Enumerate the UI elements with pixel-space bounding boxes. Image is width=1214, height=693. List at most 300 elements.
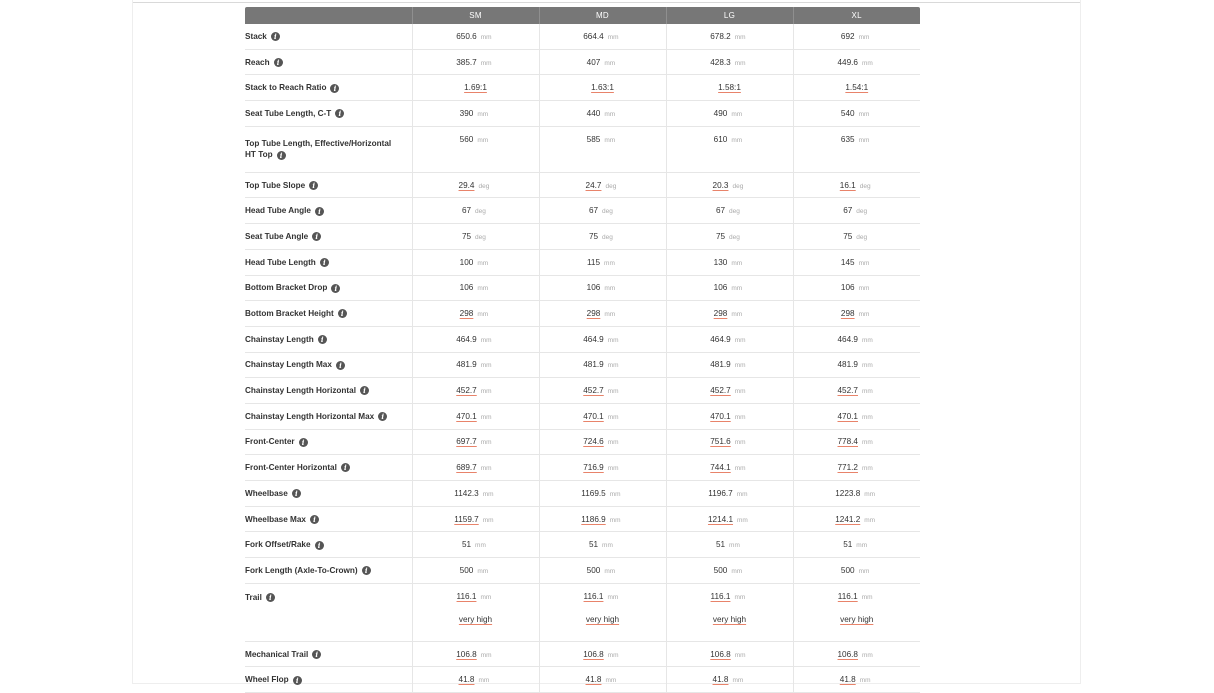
measurement-value: 464.9	[456, 334, 477, 344]
table-row	[245, 101, 920, 127]
measurement-value[interactable]: 41.8	[712, 675, 729, 685]
size-header-lg[interactable]: LG	[666, 7, 793, 24]
value-cell-lg	[666, 275, 793, 301]
unit-label: mm	[737, 516, 748, 524]
row-label-cell	[245, 24, 412, 49]
unit-label: mm	[607, 413, 619, 421]
measurement-value: 75	[461, 231, 472, 241]
unit-label: mm	[862, 59, 873, 67]
value-cell-sm	[412, 403, 539, 429]
measurement-value: 428.3	[710, 57, 731, 67]
info-icon[interactable]: i	[315, 541, 324, 550]
measurement-value[interactable]: 751.6	[710, 437, 731, 447]
value-cell-lg	[666, 506, 793, 532]
unit-label: mm	[734, 593, 746, 601]
measurement-value: 585	[586, 134, 601, 144]
row-label: Trail	[245, 592, 262, 602]
row-label-cell	[245, 126, 412, 172]
row-label: Front-Center	[245, 437, 295, 447]
measurement-value[interactable]: 298	[840, 309, 855, 319]
unit-label: mm	[604, 59, 616, 67]
unit-label: mm	[858, 259, 870, 267]
info-icon[interactable]: i	[312, 650, 321, 659]
row-label: Front-Center Horizontal	[245, 463, 337, 473]
row-label: Head Tube Length	[245, 257, 316, 267]
measurement-value: 67	[715, 206, 726, 216]
unit-label: mm	[482, 516, 494, 524]
measurement-value: 51	[461, 540, 472, 550]
row-label: Chainstay Length Horizontal Max	[245, 411, 375, 421]
unit-label: mm	[858, 136, 870, 144]
unit-label: mm	[477, 110, 489, 118]
measurement-value: 664.4	[583, 31, 604, 41]
geometry-table	[245, 7, 920, 693]
unit-label: mm	[475, 542, 486, 550]
measurement-value[interactable]: 1.54:1	[845, 83, 869, 93]
unit-label: deg	[478, 182, 490, 190]
table-row	[245, 249, 920, 275]
value-cell-md	[539, 378, 666, 404]
unit-label: mm	[734, 388, 746, 396]
measurement-value[interactable]: 298	[713, 309, 728, 319]
table-row	[245, 275, 920, 301]
unit-label: mm	[477, 311, 489, 319]
measurement-value[interactable]: 470.1	[837, 411, 858, 421]
unit-label: mm	[477, 285, 489, 293]
row-label-cell	[245, 172, 412, 198]
unit-label: mm	[480, 362, 492, 370]
measurement-value[interactable]: 106.8	[710, 649, 731, 659]
unit-label: mm	[477, 136, 489, 144]
measurement-value[interactable]: 106.8	[583, 649, 604, 659]
measurement-value: 449.6	[837, 57, 858, 67]
info-icon[interactable]: i	[299, 438, 308, 447]
unit-label: mm	[731, 110, 743, 118]
info-icon[interactable]: i	[310, 515, 319, 524]
unit-label: mm	[477, 259, 489, 267]
value-cell-xl	[793, 667, 920, 693]
row-label: Bottom Bracket Height	[245, 309, 334, 319]
value-cell-md	[539, 224, 666, 250]
measurement-value: 106	[713, 283, 728, 293]
measurement-value[interactable]: 716.9	[583, 463, 604, 473]
unit-label: mm	[736, 490, 748, 498]
table-row	[245, 641, 920, 667]
value-cell-xl	[793, 506, 920, 532]
measurement-value[interactable]: 116.1	[456, 591, 477, 601]
info-icon[interactable]: i	[336, 361, 345, 370]
table-row	[245, 558, 920, 584]
unit-label: mm	[607, 33, 619, 41]
measurement-value[interactable]: 778.4	[837, 437, 858, 447]
measurement-value: 407	[586, 57, 601, 67]
unit-label: mm	[480, 651, 492, 659]
measurement-value[interactable]: 1186.9	[581, 514, 606, 524]
measurement-value: 75	[843, 231, 853, 241]
row-label: Fork Offset/Rake	[245, 540, 311, 550]
value-cell-xl	[793, 403, 920, 429]
value-cell-lg	[666, 249, 793, 275]
value-cell-lg	[666, 455, 793, 481]
measurement-value: 464.9	[583, 334, 604, 344]
value-cell-xl	[793, 641, 920, 667]
value-cell-sm	[412, 481, 539, 507]
unit-label: mm	[861, 593, 873, 601]
measurement-value[interactable]: 470.1	[710, 411, 731, 421]
size-header-row	[245, 7, 920, 24]
measurement-value: 481.9	[710, 360, 731, 370]
measurement-value: 1196.7	[708, 488, 733, 498]
row-label-cell	[245, 352, 412, 378]
measurement-value: 51	[588, 540, 599, 550]
value-cell-sm	[412, 558, 539, 584]
unit-label: mm	[734, 651, 746, 659]
trail-rating-note[interactable]: very high	[712, 614, 747, 624]
measurement-value[interactable]: 724.6	[583, 437, 604, 447]
value-cell-xl	[793, 481, 920, 507]
value-cell-lg	[666, 532, 793, 558]
measurement-value: 75	[588, 231, 599, 241]
unit-label: mm	[732, 677, 744, 685]
value-cell-md	[539, 641, 666, 667]
row-label-cell	[245, 429, 412, 455]
unit-label: mm	[607, 439, 619, 447]
value-cell-md	[539, 429, 666, 455]
value-cell-sm	[412, 506, 539, 532]
unit-label: mm	[482, 490, 494, 498]
measurement-value[interactable]: 1159.7	[454, 514, 479, 524]
row-label-cell	[245, 198, 412, 224]
value-cell-sm	[412, 224, 539, 250]
trail-rating-note[interactable]: very high	[840, 614, 874, 624]
value-cell-xl	[793, 558, 920, 584]
row-label: Wheelbase	[245, 488, 288, 498]
row-label: Top Tube Length, Effective/Horizontal HT Top	[245, 139, 392, 160]
table-row	[245, 481, 920, 507]
value-cell-xl	[793, 172, 920, 198]
measurement-value[interactable]: 16.1	[839, 180, 856, 190]
value-cell-xl	[793, 352, 920, 378]
value-cell-sm	[412, 455, 539, 481]
trail-rating-note[interactable]: very high	[458, 614, 493, 624]
measurement-value: 75	[715, 231, 726, 241]
unit-label: mm	[734, 33, 746, 41]
value-cell-sm	[412, 101, 539, 127]
measurement-value[interactable]: 689.7	[456, 463, 477, 473]
unit-label: mm	[734, 362, 746, 370]
row-label-cell	[245, 101, 412, 127]
value-cell-sm	[412, 126, 539, 172]
top-divider	[133, 2, 1080, 3]
measurement-value: 385.7	[456, 57, 477, 67]
measurement-value[interactable]: 452.7	[710, 386, 731, 396]
value-cell-lg	[666, 378, 793, 404]
value-cell-md	[539, 326, 666, 352]
measurement-value: 106	[840, 283, 855, 293]
unit-label: mm	[858, 33, 870, 41]
unit-label: mm	[862, 465, 873, 473]
measurement-value[interactable]: 29.4	[458, 180, 475, 190]
measurement-value[interactable]: 1214.1	[707, 514, 734, 524]
measurement-value[interactable]: 41.8	[458, 675, 475, 685]
value-cell-sm	[412, 641, 539, 667]
measurement-value: 481.9	[583, 360, 604, 370]
row-label: Bottom Bracket Drop	[245, 283, 328, 293]
info-icon[interactable]: i	[360, 386, 369, 395]
value-cell-sm	[412, 326, 539, 352]
value-cell-xl	[793, 455, 920, 481]
table-row	[245, 667, 920, 693]
measurement-value: 464.9	[837, 334, 858, 344]
measurement-value: 560	[459, 134, 474, 144]
value-cell-md	[539, 75, 666, 101]
measurement-value[interactable]: 41.8	[585, 675, 602, 685]
row-label-cell	[245, 641, 412, 667]
value-cell-md	[539, 352, 666, 378]
measurement-value[interactable]: 452.7	[456, 386, 477, 396]
value-cell-md	[539, 558, 666, 584]
unit-label: deg	[602, 233, 613, 241]
measurement-value[interactable]: 20.3	[712, 180, 729, 190]
measurement-value: 464.9	[710, 334, 731, 344]
value-cell-lg	[666, 101, 793, 127]
unit-label: mm	[480, 439, 492, 447]
unit-label: deg	[856, 208, 868, 216]
value-cell-xl	[793, 249, 920, 275]
info-icon[interactable]: i	[318, 335, 327, 344]
trail-rating-note[interactable]: very high	[585, 614, 620, 624]
value-cell-sm	[412, 249, 539, 275]
measurement-value[interactable]: 298	[586, 309, 601, 319]
table-row	[245, 75, 920, 101]
measurement-value[interactable]: 116.1	[583, 591, 604, 601]
measurement-value[interactable]: 771.2	[837, 463, 858, 473]
unit-label: mm	[862, 439, 873, 447]
measurement-value: 51	[843, 540, 853, 550]
row-label-cell	[245, 378, 412, 404]
value-cell-sm	[412, 429, 539, 455]
unit-label: mm	[605, 677, 617, 685]
unit-label: mm	[604, 110, 616, 118]
unit-label: mm	[607, 465, 619, 473]
value-cell-sm	[412, 49, 539, 75]
table-row	[245, 532, 920, 558]
unit-label: mm	[480, 413, 492, 421]
row-label: Fork Length (Axle-To-Crown)	[245, 565, 358, 575]
row-label-cell	[245, 506, 412, 532]
info-icon[interactable]: i	[320, 258, 329, 267]
value-cell-xl	[793, 75, 920, 101]
table-row	[245, 583, 920, 641]
unit-label: mm	[729, 542, 740, 550]
measurement-value[interactable]: 452.7	[837, 386, 858, 396]
unit-label: mm	[478, 677, 490, 685]
info-icon[interactable]: i	[330, 84, 339, 93]
table-row	[245, 24, 920, 49]
info-icon[interactable]: i	[378, 412, 387, 421]
row-label: Stack	[245, 31, 267, 41]
unit-label: mm	[734, 465, 746, 473]
measurement-value: 67	[843, 206, 853, 216]
info-icon[interactable]: i	[312, 232, 321, 241]
row-label-cell	[245, 326, 412, 352]
unit-label: mm	[480, 388, 492, 396]
unit-label: mm	[862, 362, 873, 370]
value-cell-lg	[666, 326, 793, 352]
info-icon[interactable]: i	[274, 58, 283, 67]
value-cell-xl	[793, 583, 920, 641]
size-header-sm[interactable]: SM	[412, 7, 539, 24]
row-label-cell	[245, 49, 412, 75]
measurement-value[interactable]: 697.7	[456, 437, 477, 447]
unit-label: mm	[607, 388, 619, 396]
unit-label: mm	[858, 285, 870, 293]
row-label: Wheelbase Max	[245, 514, 306, 524]
table-row	[245, 172, 920, 198]
value-cell-md	[539, 583, 666, 641]
info-icon[interactable]: i	[277, 151, 286, 160]
value-cell-md	[539, 172, 666, 198]
measurement-value: 51	[715, 540, 726, 550]
value-cell-sm	[412, 532, 539, 558]
measurement-value[interactable]: 116.1	[837, 591, 858, 601]
measurement-value: 678.2	[710, 31, 731, 41]
value-cell-xl	[793, 275, 920, 301]
value-cell-xl	[793, 198, 920, 224]
measurement-value[interactable]: 744.1	[710, 463, 731, 473]
value-cell-lg	[666, 301, 793, 327]
value-cell-md	[539, 506, 666, 532]
info-icon[interactable]: i	[338, 309, 347, 318]
unit-label: deg	[859, 182, 871, 190]
row-label-cell	[245, 275, 412, 301]
row-label-cell	[245, 481, 412, 507]
value-cell-md	[539, 49, 666, 75]
measurement-value: 500	[840, 565, 855, 575]
unit-label: mm	[731, 259, 743, 267]
measurement-value[interactable]: 1.69:1	[464, 83, 487, 93]
table-row	[245, 429, 920, 455]
measurement-value[interactable]: 452.7	[583, 386, 604, 396]
unit-label: mm	[862, 388, 873, 396]
value-cell-lg	[666, 24, 793, 49]
unit-label: mm	[604, 259, 615, 267]
row-label: Chainstay Length Max	[245, 360, 332, 370]
row-label: Mechanical Trail	[245, 649, 309, 659]
value-cell-lg	[666, 126, 793, 172]
measurement-value: 145	[840, 257, 855, 267]
measurement-value[interactable]: 1241.2	[835, 514, 861, 524]
measurement-value[interactable]: 470.1	[583, 411, 604, 421]
unit-label: mm	[734, 413, 746, 421]
measurement-value[interactable]: 41.8	[839, 675, 856, 685]
table-row	[245, 506, 920, 532]
unit-label: mm	[864, 516, 876, 524]
info-icon[interactable]: i	[293, 676, 302, 685]
unit-label: mm	[731, 285, 743, 293]
row-label-cell	[245, 667, 412, 693]
value-cell-sm	[412, 172, 539, 198]
unit-label: mm	[609, 490, 621, 498]
measurement-value: 481.9	[456, 360, 477, 370]
size-header-xl[interactable]: XL	[793, 7, 920, 24]
unit-label: mm	[480, 336, 492, 344]
unit-label: mm	[609, 516, 621, 524]
value-cell-lg	[666, 198, 793, 224]
info-icon[interactable]: i	[315, 207, 324, 216]
value-cell-md	[539, 275, 666, 301]
unit-label: mm	[858, 311, 870, 319]
value-cell-sm	[412, 301, 539, 327]
info-icon[interactable]: i	[335, 109, 344, 118]
info-icon[interactable]: i	[271, 32, 280, 41]
measurement-value[interactable]: 24.7	[585, 180, 602, 190]
table-row	[245, 326, 920, 352]
info-icon[interactable]: i	[341, 463, 350, 472]
measurement-value[interactable]: 298	[459, 309, 474, 319]
value-cell-md	[539, 481, 666, 507]
unit-label: mm	[734, 59, 746, 67]
value-cell-lg	[666, 403, 793, 429]
unit-label: mm	[731, 311, 743, 319]
value-cell-sm	[412, 198, 539, 224]
row-label-cell	[245, 583, 412, 641]
row-label-cell	[245, 532, 412, 558]
measurement-value: 115	[586, 257, 601, 267]
info-icon[interactable]: i	[362, 566, 371, 575]
value-cell-md	[539, 301, 666, 327]
measurement-value[interactable]: 106.8	[837, 649, 858, 659]
value-cell-md	[539, 532, 666, 558]
size-header-md[interactable]: MD	[539, 7, 666, 24]
value-cell-xl	[793, 301, 920, 327]
row-label-cell	[245, 75, 412, 101]
row-label: Chainstay Length	[245, 334, 314, 344]
measurement-value[interactable]: 106.8	[456, 649, 477, 659]
value-cell-md	[539, 24, 666, 49]
unit-label: mm	[856, 542, 868, 550]
info-icon[interactable]: i	[292, 489, 301, 498]
value-cell-lg	[666, 667, 793, 693]
unit-label: deg	[729, 208, 740, 216]
measurement-value: 130	[713, 257, 728, 267]
row-label: Wheel Flop	[245, 675, 289, 685]
unit-label: deg	[729, 233, 740, 241]
value-cell-lg	[666, 352, 793, 378]
value-cell-xl	[793, 101, 920, 127]
unit-label: mm	[858, 110, 870, 118]
row-label: Top Tube Slope	[245, 180, 306, 190]
measurement-value[interactable]: 116.1	[710, 591, 731, 601]
value-cell-md	[539, 455, 666, 481]
value-cell-lg	[666, 224, 793, 250]
row-label-cell	[245, 224, 412, 250]
info-icon[interactable]: i	[266, 593, 275, 602]
info-icon[interactable]: i	[309, 181, 318, 190]
info-icon[interactable]: i	[331, 284, 340, 293]
unit-label: mm	[607, 651, 619, 659]
measurement-value: 692	[840, 31, 855, 41]
measurement-value[interactable]: 1.63:1	[591, 83, 614, 93]
measurement-value[interactable]: 1.58:1	[718, 83, 741, 93]
measurement-value[interactable]: 470.1	[456, 411, 477, 421]
unit-label: deg	[602, 208, 613, 216]
measurement-value: 390	[459, 108, 474, 118]
value-cell-md	[539, 126, 666, 172]
measurement-value: 650.6	[456, 31, 477, 41]
unit-label: mm	[864, 490, 876, 498]
value-cell-md	[539, 667, 666, 693]
